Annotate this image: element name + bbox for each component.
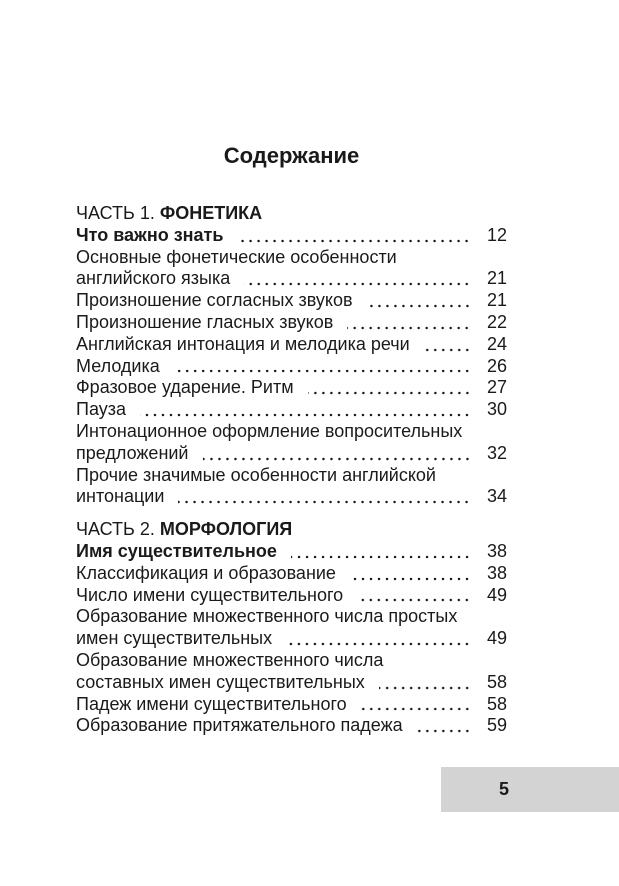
part-label: ЧАСТЬ 1.: [76, 203, 155, 223]
page-number: 5: [499, 779, 510, 799]
toc-entry-label: составных имен существительных: [76, 671, 365, 692]
toc-entry-label: интонации: [76, 486, 165, 507]
dot-leader: [174, 369, 471, 373]
toc-entry: [76, 225, 507, 247]
toc-section-part-1: [76, 203, 507, 508]
toc-entry: [76, 650, 507, 694]
page-ref: 22: [486, 311, 507, 332]
toc-entry: [76, 715, 507, 737]
page-ref: 27: [486, 377, 507, 398]
dot-leader: [178, 500, 471, 504]
page-ref: 24: [486, 333, 507, 354]
dot-leader: [140, 413, 471, 417]
toc-entry: [76, 585, 507, 607]
toc-entry-label: Число имени существительного: [76, 584, 344, 605]
toc-entry: [76, 247, 507, 291]
toc-entry-label: Фразовое ударение. Ритм: [76, 377, 294, 398]
toc-entry-label: Имя существительное: [76, 540, 277, 561]
toc-entry-label: Интонационное оформление вопросительных: [76, 420, 463, 441]
page-ref: 32: [486, 442, 507, 463]
dot-leader: [347, 326, 471, 330]
toc-entry: [76, 290, 507, 312]
toc-entry-label: Мелодика: [76, 355, 160, 376]
toc-entry-label: Образование притяжательного падежа: [76, 715, 403, 736]
page-ref: 58: [486, 671, 507, 692]
toc-entry: [76, 334, 507, 356]
toc-entry-label: Прочие значимые особенности английской: [76, 464, 436, 485]
part-name: ФОНЕТИКА: [159, 203, 263, 223]
toc-entry: [76, 563, 507, 585]
page-ref: 21: [486, 268, 507, 289]
toc-entry-line: [76, 443, 507, 465]
part-header: [76, 519, 507, 541]
toc-section-part-2: [76, 519, 507, 737]
toc-entry: [76, 421, 507, 465]
page-ref: 59: [486, 715, 507, 736]
page-ref: 38: [486, 562, 507, 583]
toc-entry-line: [76, 628, 507, 650]
toc-entry-label: предложений: [76, 442, 189, 463]
page-ref: 30: [486, 399, 507, 420]
toc-entry: [76, 694, 507, 716]
dot-leader: [286, 642, 471, 646]
page-ref: 34: [486, 486, 507, 507]
toc-entry-line: [76, 268, 507, 290]
toc-entry-label: Пауза: [76, 399, 127, 420]
toc-entry: [76, 312, 507, 334]
toc-entry-label: имен существительных: [76, 628, 273, 649]
toc-entry-label: Образование множественного числа: [76, 649, 384, 670]
dot-leader: [361, 707, 471, 711]
toc-entry-label: Произношение гласных звуков: [76, 311, 334, 332]
toc-entry-label: Произношение согласных звуков: [76, 290, 353, 311]
toc-title: Содержание: [223, 143, 360, 168]
page-ref: 21: [486, 290, 507, 311]
dot-leader: [291, 555, 471, 559]
toc-entry-label: английского языка: [76, 268, 231, 289]
toc-entry: [76, 465, 507, 509]
table-of-contents: [76, 203, 507, 737]
toc-entry-label: Что важно знать: [76, 224, 224, 245]
page-number-tab: [441, 767, 619, 812]
dot-leader: [308, 391, 471, 395]
page-ref: 38: [486, 540, 507, 561]
page-ref: 58: [486, 693, 507, 714]
dot-leader: [350, 577, 471, 581]
toc-entry-label: Английская интонация и мелодика речи: [76, 333, 410, 354]
dot-leader: [367, 304, 471, 308]
dot-leader: [237, 239, 471, 243]
toc-entry: [76, 377, 507, 399]
toc-entry-label: Образование множественного числа простых: [76, 606, 458, 627]
toc-entry-line: [76, 672, 507, 694]
toc-entry-label: Основные фонетические особенности: [76, 246, 397, 267]
part-label: ЧАСТЬ 2.: [76, 519, 155, 540]
dot-leader: [417, 729, 471, 733]
page-ref: 49: [486, 584, 507, 605]
toc-entry: [76, 399, 507, 421]
toc-entry: [76, 541, 507, 563]
dot-leader: [203, 457, 471, 461]
page-ref: 49: [486, 628, 507, 649]
toc-entry: [76, 356, 507, 378]
dot-leader: [244, 282, 471, 286]
part-name: МОРФОЛОГИЯ: [159, 519, 293, 540]
page-ref: 26: [486, 355, 507, 376]
toc-entry-line: [76, 486, 507, 508]
page-ref: 12: [486, 224, 507, 245]
dot-leader: [379, 686, 471, 690]
dot-leader: [424, 348, 471, 352]
dot-leader: [357, 598, 471, 602]
toc-entry-label: Классификация и образование: [76, 562, 336, 583]
part-header: [76, 203, 507, 225]
toc-entry-label: Падеж имени существительного: [76, 693, 347, 714]
toc-entry: [76, 606, 507, 650]
